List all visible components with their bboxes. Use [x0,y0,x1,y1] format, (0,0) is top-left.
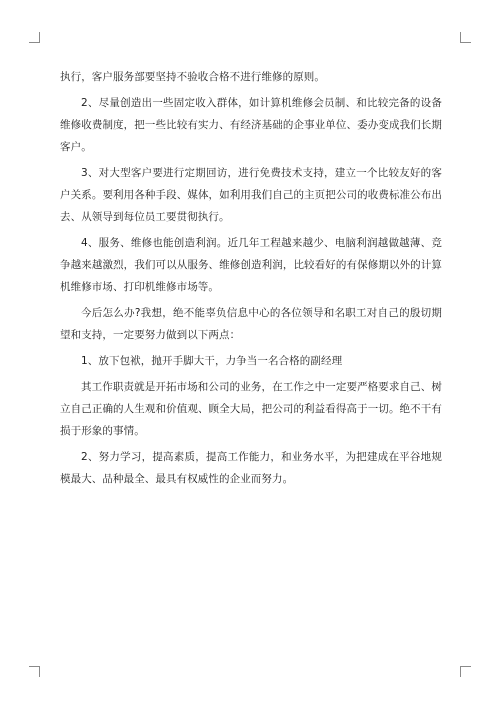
paragraph-continuation: 执行，客户服务部要坚持不验收合格不进行维修的原则。 [60,71,325,83]
paragraph-point-2: 2、努力学习，提高素质，提高工作能力，和业务水平，为把建成在平谷地规模最大、品种最全、最具有权威性的企业而努力。 [60,451,442,485]
paragraph-future-plan: 今后怎么办?我想，绝不能辜负信息中心的各位领导和名职工对自己的殷切期望和支持，一定要努力做到以下两点： [60,307,442,341]
paragraph-item-4: 4、服务、维修也能创造利润。近几年工程越来越少、电脑利润越做越薄、竞争越来越激烈，我们可以从服务、维修创造利润，比较看好的有保修期以外的计算机维修市场、打印机维修市场等。 [60,237,442,293]
crop-mark-top-left [29,32,40,43]
paragraph-item-2: 2、尽量创造出一些固定收入群体，如计算机维修会员制、和比较完备的设备维修收费制度，把一些比较有实力、有经济基础的企事业单位、委办变成我们长期客户。 [60,97,442,153]
paragraph-job-duties: 其工作职责就是开拓市场和公司的业务，在工作之中一定要严格要求自己、树立自己正确的人生观和价值观、顾全大局，把公司的利益看得高于一切。绝不干有损于形象的事情。 [60,381,442,437]
crop-mark-top-right [460,32,471,43]
document-body [60,66,442,494]
paragraph-point-1: 1、放下包袱，抛开手脚大干，力争当一名合格的副经理 [81,355,343,367]
crop-mark-bottom-right [460,666,471,677]
paragraph-item-3: 3、对大型客户要进行定期回访，进行免费技术支持，建立一个比较友好的客户关系。要利用各种手段、媒体，如利用我们自己的主页把公司的收费标准公布出去、从领导到每位员工要贯彻执行。 [60,167,442,223]
crop-mark-bottom-left [29,666,40,677]
